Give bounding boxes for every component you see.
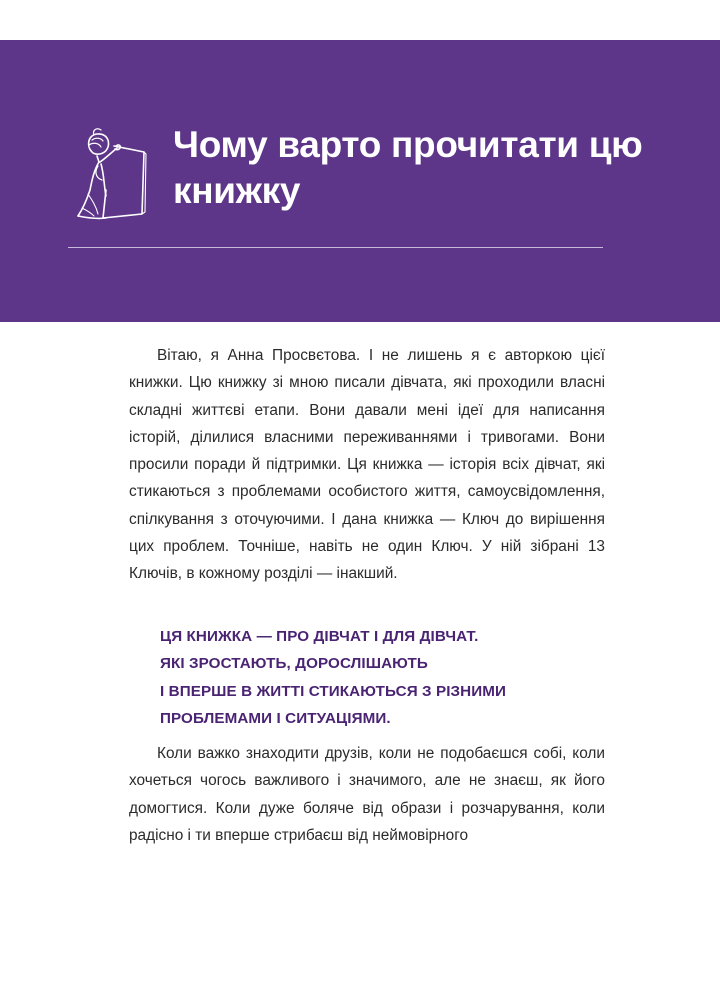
callout-line: ЦЯ КНИЖКА — ПРО ДІВЧАТ І ДЛЯ ДІВЧАТ. bbox=[160, 628, 479, 645]
second-paragraph: Коли важко знаходити друзів, коли не подобаєшся собі, коли хочеться чогось важливого і значимого, але не знаєш, як його домогтися. Коли дуже боляче від образи і розчарування, коли радісно і ти вперше стрибаєш від неймовірного bbox=[129, 745, 605, 844]
header-divider bbox=[68, 247, 603, 248]
callout-line: ЯКІ ЗРОСТАЮТЬ, ДОРОСЛІШАЮТЬ bbox=[160, 655, 428, 673]
callout-line: ПРОБЛЕМАМИ І СИТУАЦІЯМИ. bbox=[160, 709, 391, 727]
girl-holding-paper-sketch-icon bbox=[70, 92, 152, 222]
chapter-title: Чому варто прочитати цю книжку bbox=[173, 124, 643, 211]
callout-line: І ВПЕРШЕ В ЖИТТІ СТИКАЮТЬСЯ З РІЗНИМИ bbox=[160, 682, 506, 700]
intro-paragraph: Вітаю, я Анна Просвєтова. І не лишень я є авторкою цієї книжки. Цю книжку зі мною писали дівчата, які проходили власні складні життєві етапи. Вони давали мені ідеї для написання історій, ділилися власними переживаннями і тривогами. Вони просили поради й підтримки. Ця книжка — історія всіх дівчат, які стикаються з проблемами особистого життя, самоусвідомлення, спілкування з оточуючими. І дана книжка — Ключ до вирішення цих проблем. Точніше, навіть не один Ключ. У ній зібрані 13 Ключів, в кожному розділі — інакший. bbox=[129, 347, 605, 583]
callout-quote bbox=[160, 623, 620, 732]
